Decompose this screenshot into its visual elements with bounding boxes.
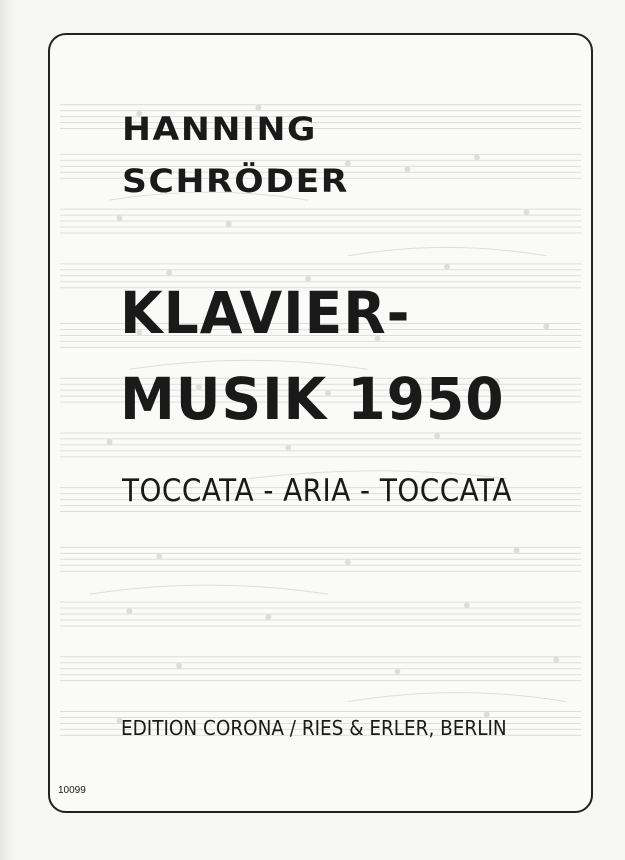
composer-first-name: HANNING [122, 110, 318, 148]
publisher-line: EDITION CORONA / RIES & ERLER, BERLIN [121, 716, 507, 740]
page-edge-shadow [0, 0, 14, 860]
catalog-number: 10099 [58, 785, 86, 796]
title-line-1: KLAVIER- [120, 279, 411, 347]
composer-last-name: SCHRÖDER [122, 162, 350, 200]
title-line-2: MUSIK 1950 [120, 365, 505, 433]
subtitle: TOCCATA - ARIA - TOCCATA [122, 473, 512, 509]
